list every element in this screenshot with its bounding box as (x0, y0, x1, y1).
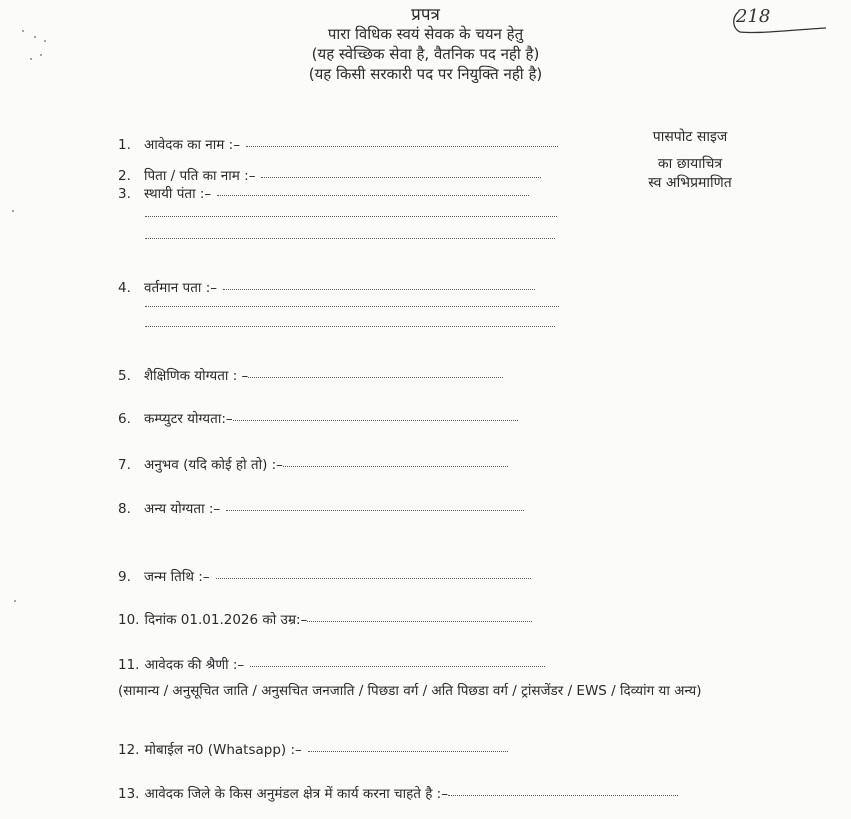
field-label: स्थायी पंता :– (144, 186, 212, 202)
field-preferred-subdivision (118, 784, 678, 802)
field-permanent-address (118, 184, 529, 202)
photo-placeholder[interactable] (600, 128, 780, 193)
photo-label-photo: का छायाचित्र (657, 156, 723, 172)
field-date-of-birth (118, 567, 531, 585)
field-label: आवेदक का नाम :– (144, 137, 240, 153)
applicant-name-input[interactable] (246, 144, 558, 147)
field-father-husband-name (118, 166, 541, 184)
field-number: 12. (118, 742, 140, 758)
age-input[interactable] (307, 619, 532, 622)
field-age-on-date (118, 610, 532, 628)
date-of-birth-input[interactable] (216, 576, 531, 579)
current-address-input-line2[interactable] (145, 304, 559, 307)
current-address-input-line1[interactable] (223, 287, 535, 290)
page-number: 218 (736, 6, 771, 27)
other-qualification-input[interactable] (226, 508, 524, 511)
field-number: 13. (118, 786, 140, 802)
form-title: प्रपत्र (411, 5, 440, 25)
category-input[interactable] (250, 664, 545, 667)
field-label: आवेदक की श्रैणी :– (144, 657, 245, 673)
field-label: वर्तमान पता :– (144, 280, 218, 296)
permanent-address-input-line2[interactable] (145, 214, 557, 217)
permanent-address-input-line1[interactable] (217, 193, 529, 196)
education-input[interactable] (248, 375, 503, 378)
field-label: पिता / पति का नाम :– (144, 168, 256, 184)
field-applicant-name (118, 135, 558, 153)
field-label: अनुभव (यदि कोई हो तो) :– (144, 457, 283, 473)
form-note-voluntary: (यह स्वेच्छिक सेवा है, वैतनिक पद नही है) (311, 45, 540, 63)
field-number: 6. (118, 411, 131, 427)
field-mobile-whatsapp (118, 740, 508, 758)
field-label: आवेदक जिले के किस अनुमंडल क्षेत्र में कार्य करना चाहते है :– (144, 786, 448, 802)
photo-label-attested: स्व अभिप्रमाणित (648, 175, 732, 191)
field-other-qualification (118, 499, 524, 517)
field-number: 7. (118, 457, 131, 473)
photo-label-size: पासपोट साइज (652, 129, 728, 145)
category-options-note: (सामान्य / अनुसूचित जाति / अनुसचित जनजाति / पिछडा वर्ग / अति पिछडा वर्ग / ट्रांसजेंडर / EWS / दिव्यांग या अन्य) (118, 683, 702, 699)
field-category (118, 655, 545, 673)
field-number: 4. (118, 280, 131, 296)
field-label: दिनांक 01.01.2026 को उम्र:– (144, 612, 308, 628)
current-address-input-line3[interactable] (145, 324, 555, 327)
computer-skills-input[interactable] (233, 418, 518, 421)
scan-speck (12, 210, 14, 212)
field-number: 9. (118, 569, 131, 585)
permanent-address-input-line3[interactable] (145, 236, 555, 239)
experience-input[interactable] (283, 464, 508, 467)
field-label: शैक्षिणिक योग्यता : – (144, 368, 249, 384)
field-label: अन्य योग्यता :– (144, 501, 221, 517)
field-number: 1. (118, 137, 131, 153)
field-label: मोबाईल न0 (Whatsapp) :– (144, 742, 302, 758)
father-husband-name-input[interactable] (261, 175, 541, 178)
field-education (118, 366, 503, 384)
field-number: 5. (118, 368, 131, 384)
field-label: जन्म तिथि :– (144, 569, 210, 585)
subdivision-input[interactable] (448, 793, 678, 796)
field-number: 10. (118, 612, 140, 628)
field-number: 11. (118, 657, 140, 673)
scan-speck (14, 600, 16, 602)
form-subtitle: पारा विधिक स्वयं सेवक के चयन हेतु (327, 25, 524, 43)
mobile-input[interactable] (308, 749, 508, 752)
field-computer-skills (118, 409, 518, 427)
field-number: 8. (118, 501, 131, 517)
field-number: 3. (118, 186, 131, 202)
field-label: कम्प्युटर योग्यता:– (144, 411, 233, 427)
field-experience (118, 455, 508, 473)
form-note-not-govt: (यह किसी सरकारी पद पर नियुक्ति नही है) (308, 65, 543, 83)
field-current-address (118, 278, 535, 296)
field-number: 2. (118, 168, 131, 184)
